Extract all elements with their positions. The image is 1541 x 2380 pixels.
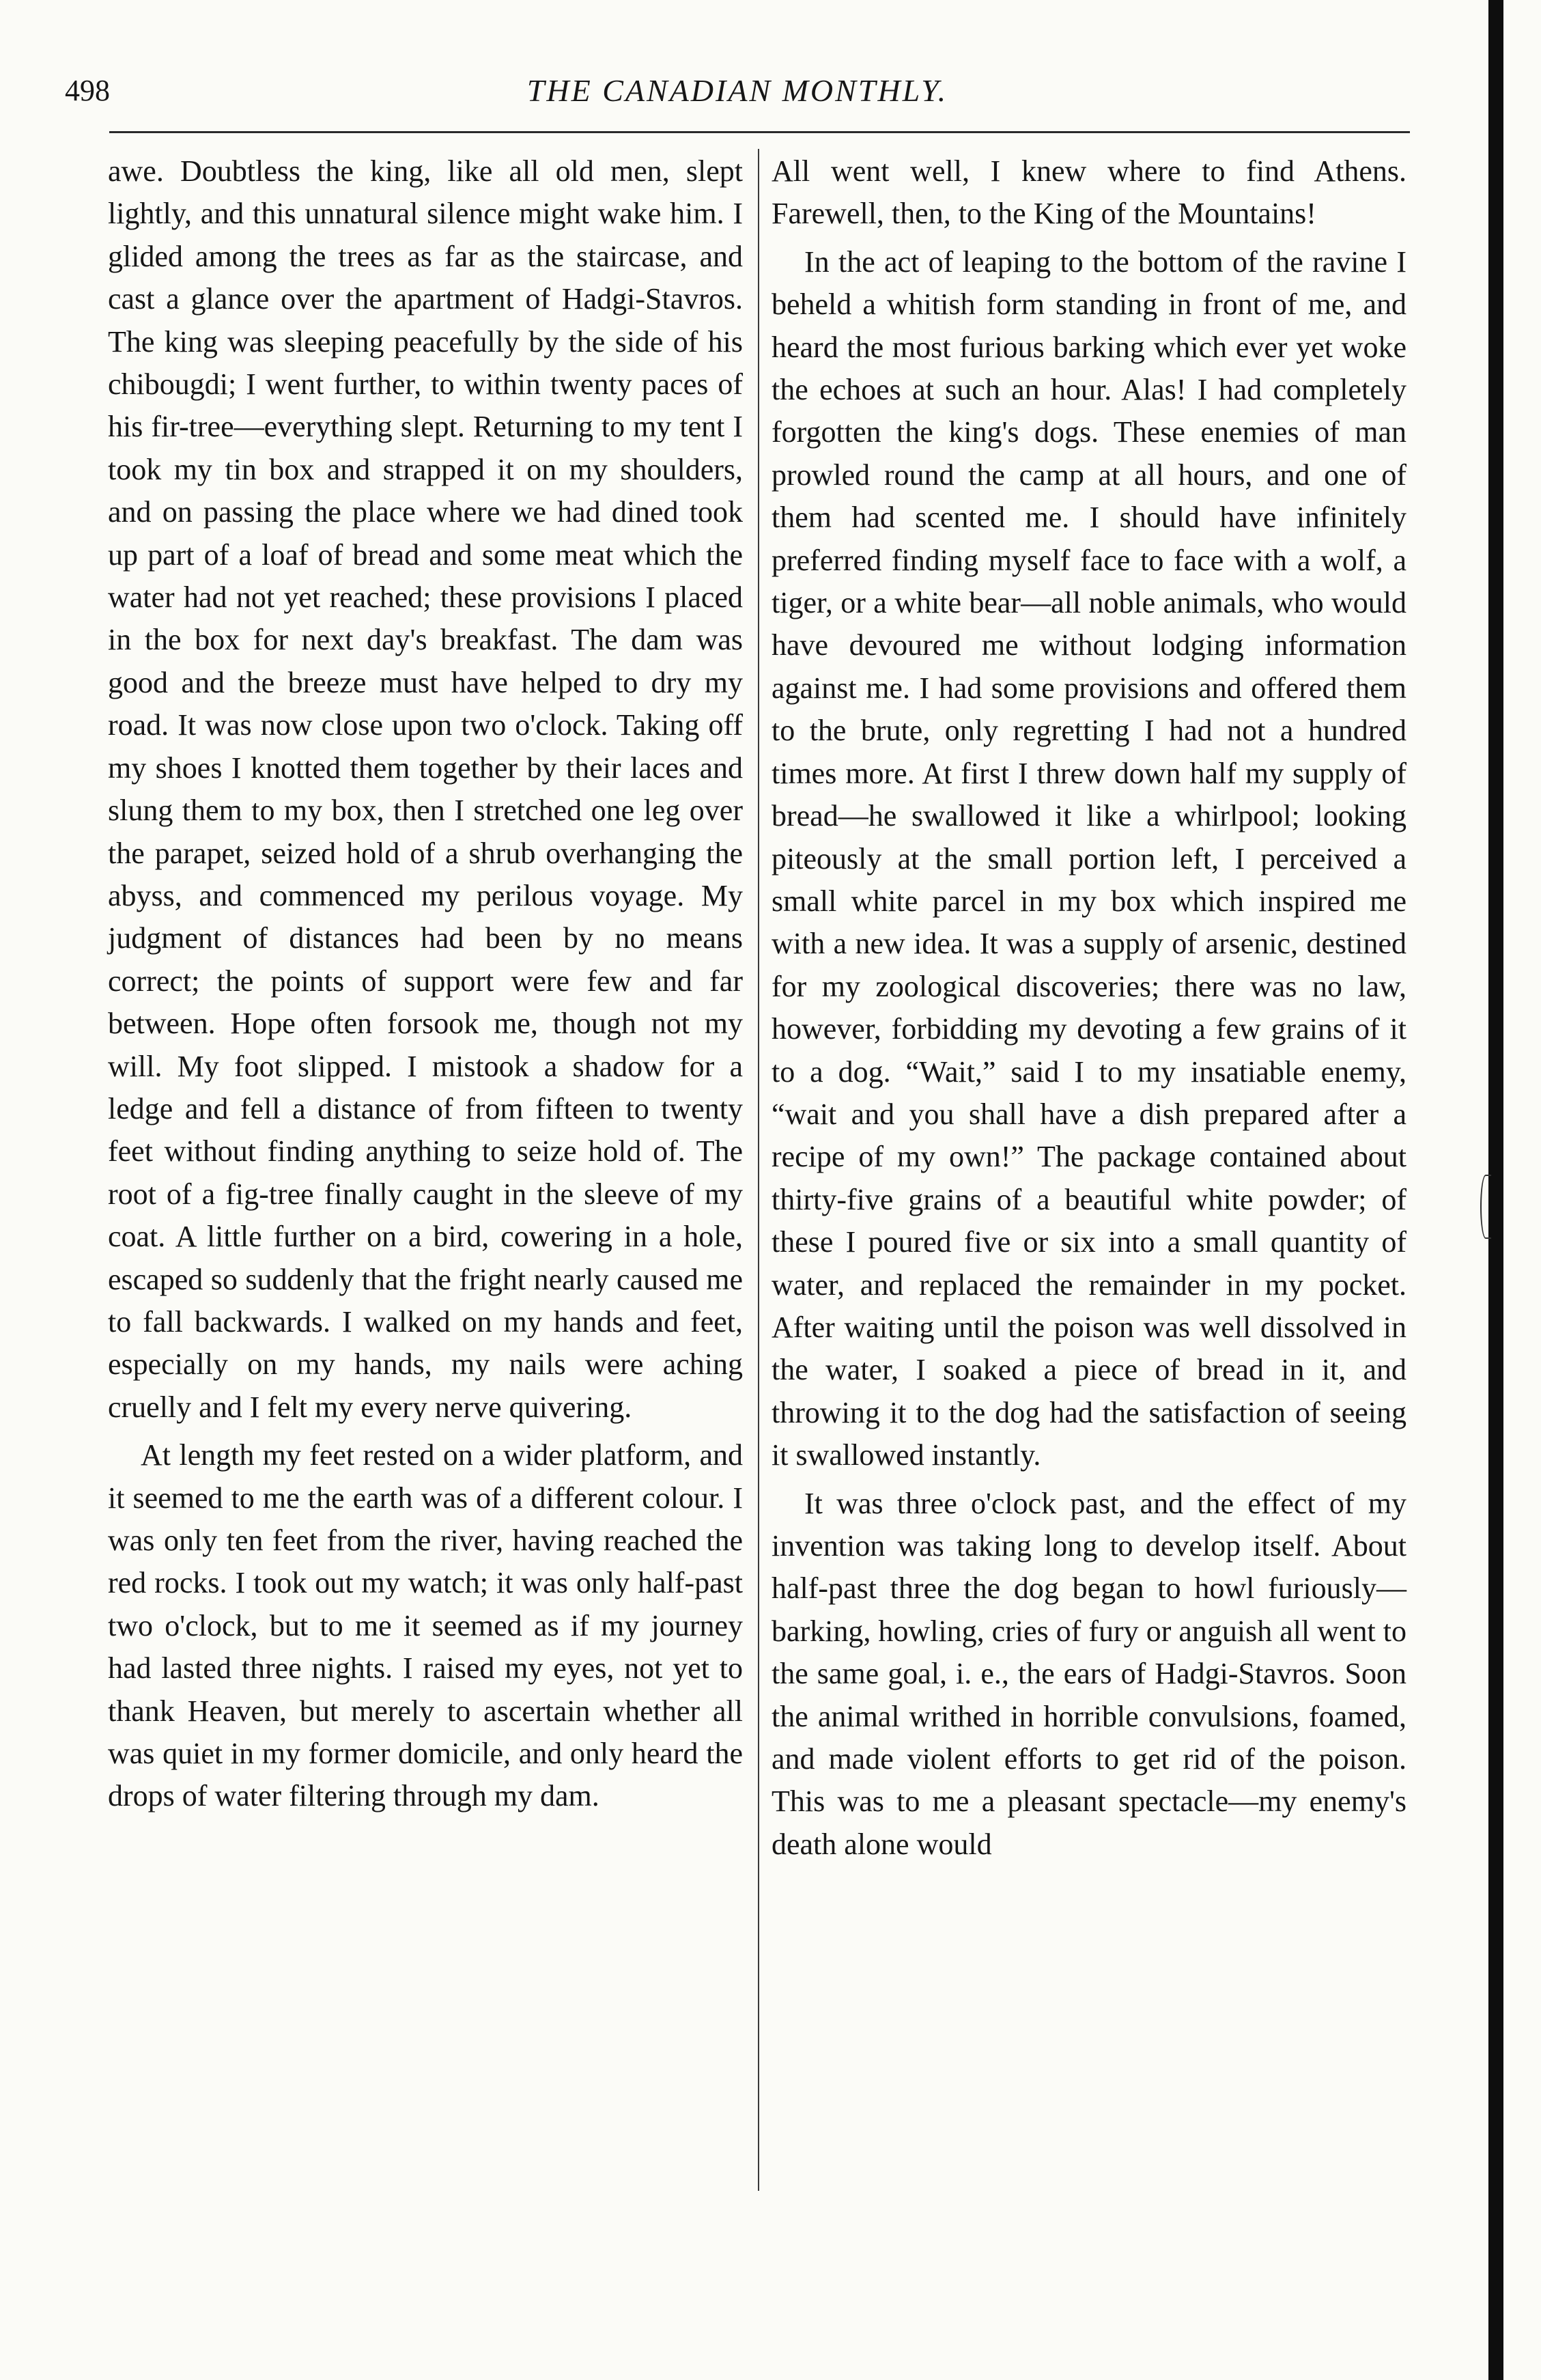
paragraph: At length my feet rested on a wider platform, and it seemed to me the earth was of a different colour. I was only ten feet from the river, having reached the red rocks. I took out my watch; it was only half-past two o'clock, but to me it seemed as if my journey had lasted three nights. I raised my eyes, not yet to thank Heaven, but merely to ascertain whether all was quiet in my former domicile, and only heard the drops of water filtering through my dam. <box>108 1438 743 1813</box>
header-rule <box>109 131 1410 133</box>
running-title: THE CANADIAN MONTHLY. <box>526 73 948 108</box>
paragraph: In the act of leaping to the bottom of the ravine I beheld a whitish form standing in front of me, and heard the most furious barking which ever yet woke the echoes at such an hour. Alas! I had completely forgotten the king's dogs. These enemies of man prowled round the camp at all hours, and one of them had scented me. I should have infinitely preferred finding myself face to face with a wolf, a tiger, or a white bear—all noble animals, who would have devoured me without lodging information against me. I had some provisions and offered them to the brute, only regretting I had not a hundred times more. At first I threw down half my supply of bread—he swallowed it like a whirlpool; looking piteously at the small portion left, I perceived a small white parcel in my box which inspired me with a new idea. It was a supply of arsenic, destined for my zoological discoveries; there was no law, however, forbidding my devoting a few grains of it to a dog. “Wait,” said I to my insatiable enemy, “wait and you shall have a dish prepared after a recipe of my own!” The package contained about thirty-five grains of a beautiful white powder; of these I poured five or six into a small quantity of water, and replaced the remainder in my pocket. After waiting until the poison was well dissolved in the water, I soaked a piece of bread in it, and throwing it to the dog had the satisfaction of seeing it swallowed instantly. <box>772 244 1406 1472</box>
scan-margin-mark <box>1480 1175 1491 1239</box>
paragraph: awe. Doubtless the king, like all old men, slept lightly, and this unnatural silence might wake him. I glided among the trees as far as the staircase, and cast a glance over the apartment of Hadgi-Stavros. The king was sleeping peacefully by the side of his chibougdi; I went further, to within twenty paces of his fir-tree—everything slept. Returning to my tent I took my tin box and strapped it on my shoulders, and on passing the place where we had dined took up part of a loaf of bread and some meat which the water had not yet reached; these provisions I placed in the box for next day's breakfast. The dam was good and the breeze must have helped to dry my road. It was now close upon two o'clock. Taking off my shoes I knotted them together by their laces and slung them to my box, then I stretched one leg over the parapet, seized hold of a shrub overhanging the abyss, and commenced my perilous voyage. My judgment of distances had been by no means correct; the points of support were few and far between. Hope often forsook me, though not my will. My foot slipped. I mistook a shadow for a ledge and fell a distance of from fifteen to twenty feet without finding anything to seize hold of. The root of a fig-tree finally caught in the sleeve of my coat. A little further on a bird, cowering in a hole, escaped so suddenly that the fright nearly caused me to fall backwards. I walked on my hands and feet, especially on my hands, my nails were aching cruelly and I felt my every nerve quivering. <box>108 154 743 1424</box>
right-column <box>772 150 1406 1866</box>
paragraph: It was three o'clock past, and the effect of my invention was taking long to develop itself. About half-past three the dog began to howl furiously—barking, howling, cries of fury or anguish all went to the same goal, i. e., the ears of Hadgi-Stavros. Soon the animal writhed in horrible convulsions, foamed, and made violent efforts to get rid of the poison. This was to me a pleasant spectacle—my enemy's death alone would <box>772 1486 1406 1861</box>
left-column <box>108 150 743 1818</box>
page-number: 498 <box>65 74 110 107</box>
paragraph: All went well, I knew where to find Athens. Farewell, then, to the King of the Mountains! <box>772 154 1406 231</box>
column-divider <box>758 149 759 2191</box>
page-header <box>65 67 1410 115</box>
